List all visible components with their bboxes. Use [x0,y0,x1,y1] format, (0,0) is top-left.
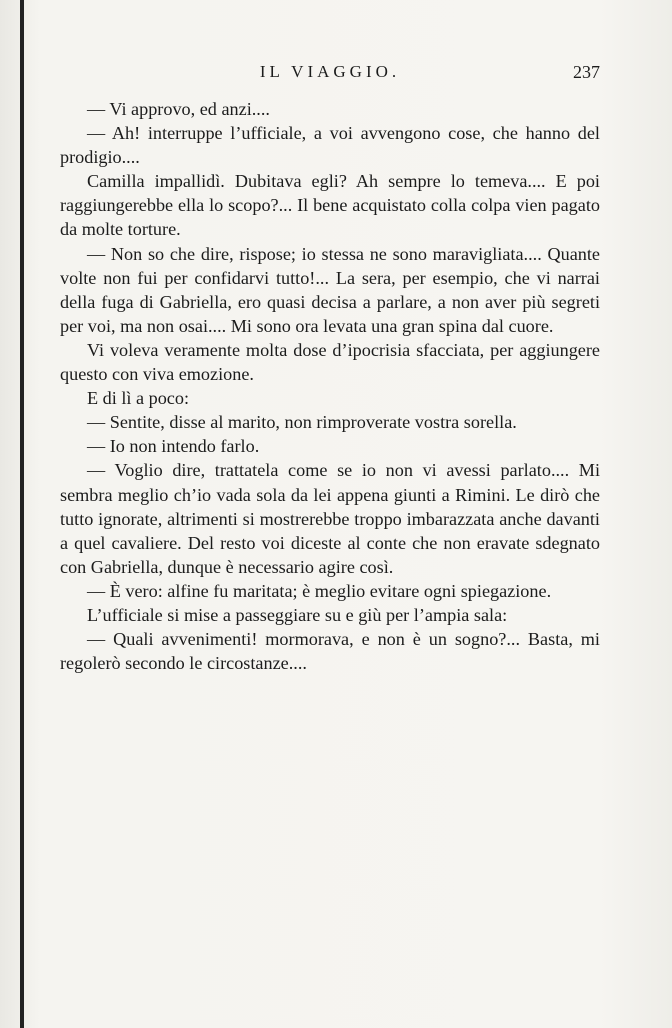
paragraph: E di lì a poco: [87,388,190,409]
paragraph: — Quali avvenimenti! mormorava, e non è un sogno?... Basta, mi regolerò secondo le circostanze.... [60,629,600,674]
paragraph: L’ufficiale si mise a passeggiare su e giù per l’ampia sala: [87,604,508,625]
running-title: IL VIAGGIO. [259,62,401,81]
paragraph: Camilla impallidì. Dubitava egli? Ah sempre lo temeva.... E poi raggiungerebbe ella lo scopo?... Il bene acquistato colla colpa vien pagato da molte torture. [60,171,600,240]
paragraph: — Ah! interruppe l’ufficiale, a voi avvengono cose, che hanno del prodigio.... [60,123,600,168]
binding-edge [20,0,24,1028]
paragraph: — È vero: alfine fu maritata; è meglio evitare ogni spiegazione. [87,580,552,601]
paragraph: — Sentite, disse al marito, non rimproverate vostra sorella. [87,412,517,433]
body-text [60,97,600,675]
page-header [60,62,600,88]
paragraph: Vi voleva veramente molta dose d’ipocrisia sfacciata, per aggiungere questo con viva emozione. [60,339,600,385]
page-number: 237 [573,62,600,82]
paragraph: — Non so che dire, rispose; io stessa ne sono maravigliata.... Quante volte non fui per confidarvi tutto!... La sera, per esempio, che vi narrai della fuga di Gabriella, ero quasi decisa a parlare, a non aver più segreti per voi, ma non osai.... Mi sono ora levata una gran spina dal cuore. [60,243,600,336]
paragraph: — Io non intendo farlo. [87,436,260,457]
paragraph: — Vi approvo, ed anzi.... [87,99,270,119]
paragraph: — Voglio dire, trattatela come se io non vi avessi parlato.... Mi sembra meglio ch’io vada sola da lei appena giunti a Rimini. Le dirò che tutto ignorate, altrimenti si mostrerebbe troppo imbarazzata anche davanti a quel cavaliere. Del resto voi diceste al conte che non eravate sdegnato con Gabriella, dunque è necessario agire così. [60,460,600,577]
